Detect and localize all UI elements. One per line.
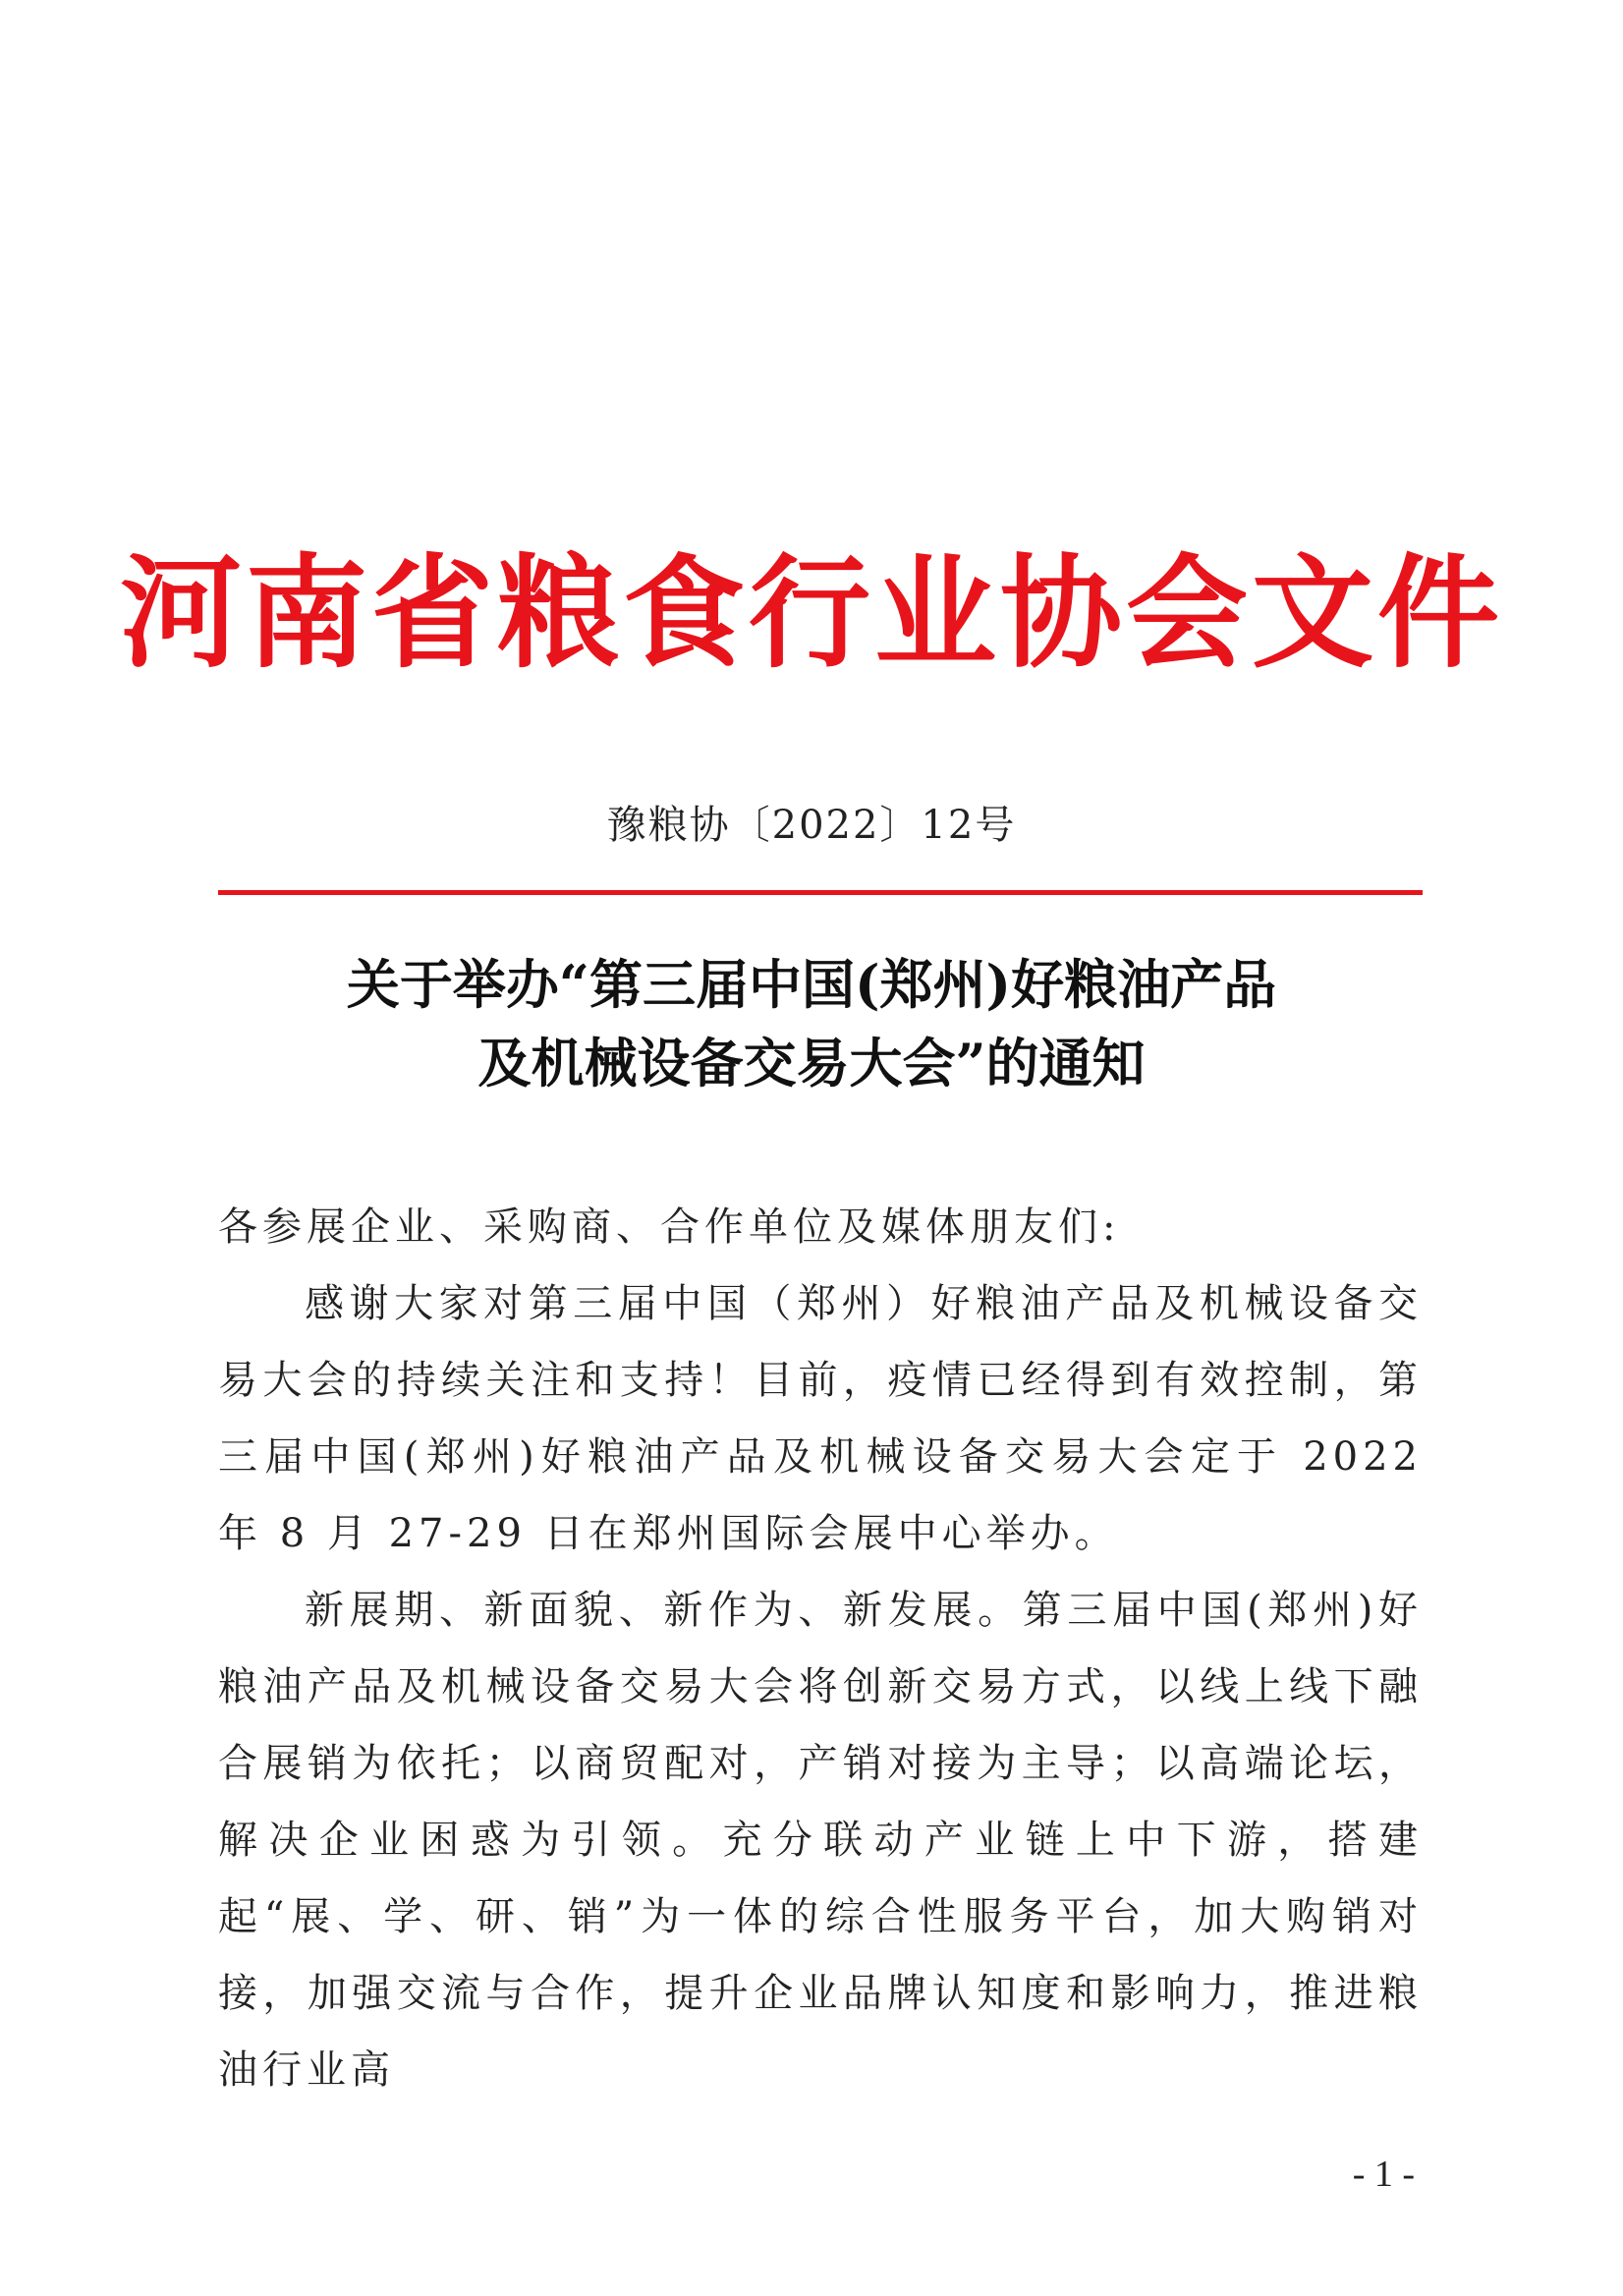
red-divider-line [218,890,1423,895]
document-number: 豫粮协〔2022〕12号 [606,803,1017,848]
salutation: 各参展企业、采购商、合作单位及媒体朋友们: [218,1204,1121,1250]
body-paragraph: 感谢大家对第三届中国（郑州）好粮油产品及机械设备交易大会的持续关注和支持！目前，疫情已经得到有效控制，第三届中国(郑州)好粮油产品及机械设备交易大会定于 2022 年 8 月 27-29 日在郑州国际会展中心举办。 [218,1281,1423,1556]
document-body [218,1189,1423,2108]
body-paragraph: 新展期、新面貌、新作为、新发展。第三届中国(郑州)好粮油产品及机械设备交易大会将创新交易方式，以线上线下融合展销为依托；以商贸配对，产销对接为主导；以高端论坛，解决企业困惑为引领。充分联动产业链上中下游，搭建起“展、学、研、销”为一体的综合性服务平台，加大购销对接，加强交流与合作，提升企业品牌认知度和影响力，推进粮油行业高 [218,1588,1423,2093]
document-title-line-1: 关于举办“第三届中国(郑州)好粮油产品 [346,953,1277,1016]
document-title-line-2: 及机械设备交易大会”的通知 [477,1032,1146,1094]
page-number: - 1 - [1352,2154,1415,2195]
document-title [0,945,1623,1102]
issuing-organization-header: 河南省粮食行业协会文件 [119,543,1503,685]
